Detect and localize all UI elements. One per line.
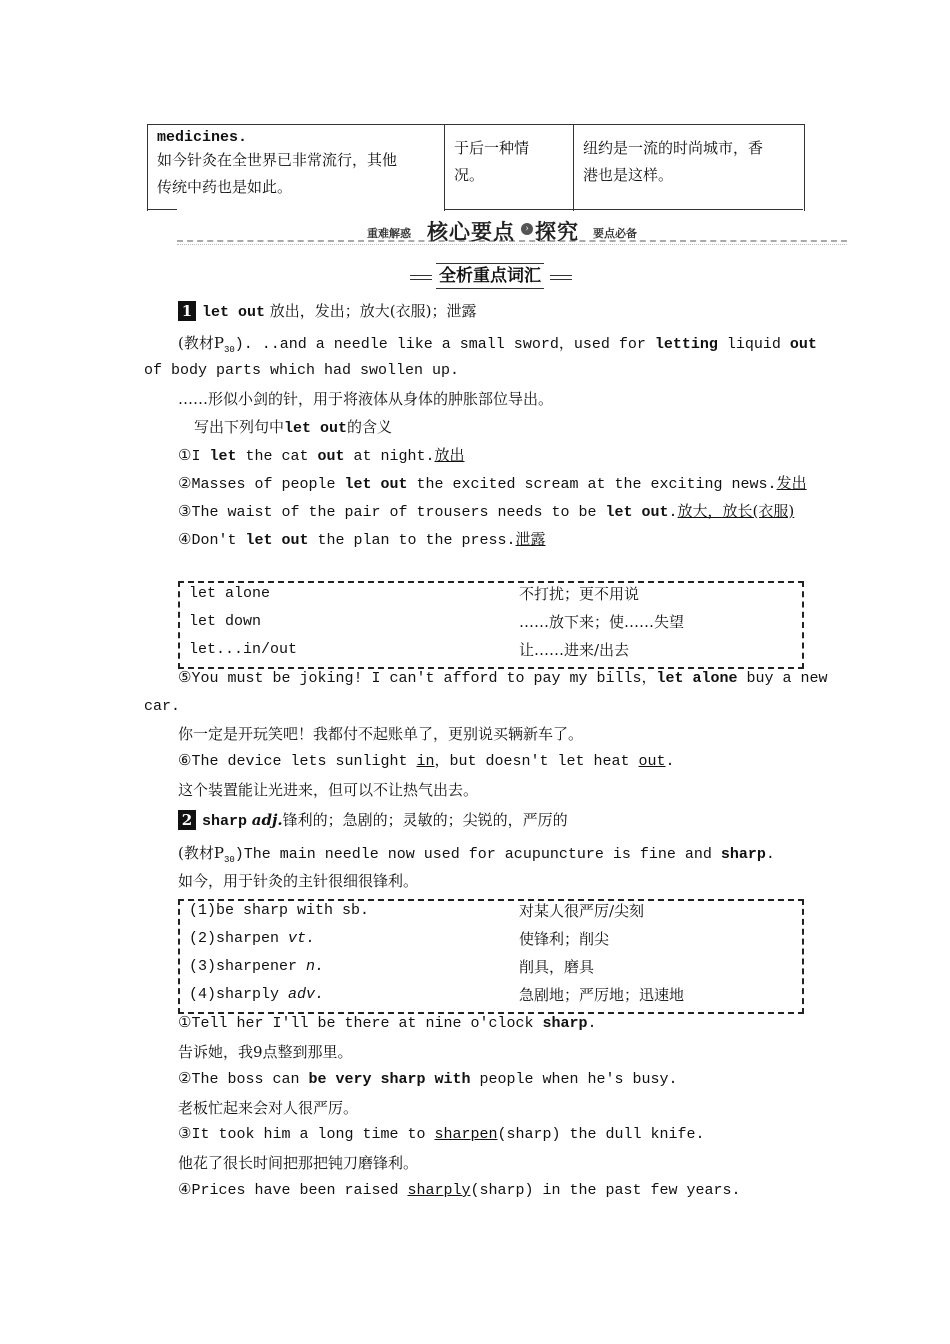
item1-example-5-zh: 你一定是开玩笑吧！我都付不起账单了，更别说买辆新车了。	[178, 725, 584, 743]
table-cell-text: 如今针灸在全世界已非常流行，其他	[157, 151, 398, 169]
table-border	[147, 209, 177, 210]
item-meaning: 锋利的；急剧的；灵敏的；尖锐的，严厉的	[282, 811, 568, 829]
text-segment: 写出下列句中	[194, 418, 285, 436]
phrase-pos: n.	[306, 958, 325, 975]
item1-translation: ……形似小剑的针，用于将液体从身体的肿胀部位导出。	[178, 390, 554, 408]
table-cell-text: 传统中药也是如此。	[157, 178, 293, 196]
item-pos: adj.	[251, 811, 283, 829]
text-segment: ②The boss can	[178, 1071, 309, 1088]
subheading-decoration	[410, 275, 432, 280]
textbook-page: 30	[223, 855, 235, 865]
item1-heading	[178, 301, 477, 323]
phrase-row	[189, 925, 799, 953]
keyword: let out	[245, 532, 309, 549]
item2-heading	[178, 810, 568, 832]
text-segment: (sharp) the dull knife.	[497, 1126, 705, 1143]
item1-textbook-line2: of body parts which had swollen up.	[144, 362, 460, 379]
banner-title-a: 核心要点	[427, 219, 515, 244]
item1-example-3	[178, 501, 794, 523]
phrase-zh: 不打扰；更不用说	[519, 585, 640, 603]
table-cell-text: 纽约是一流的时尚城市，香	[583, 139, 764, 157]
table-cell-1	[148, 125, 445, 211]
text-segment: at night.	[344, 448, 435, 465]
text-segment: the plan to the press.	[308, 532, 516, 549]
banner-left-label: 重难解惑	[367, 227, 411, 240]
textbook-ref: (教材P	[178, 844, 224, 862]
phrase-row	[189, 981, 799, 1009]
item1-example-1	[178, 445, 465, 467]
keyword: let alone	[656, 670, 738, 687]
keyword: let	[209, 448, 237, 465]
item2-example-4	[178, 1181, 741, 1201]
phrase-row	[189, 580, 799, 608]
phrase-row	[189, 636, 799, 664]
answer: 发出	[776, 474, 807, 492]
keyword: letting	[654, 336, 718, 353]
text-segment: buy a new	[737, 670, 828, 687]
phrase-row	[189, 897, 799, 925]
item-number-badge: 1	[178, 301, 196, 321]
text-segment: the excited scream at the exciting news.	[407, 476, 777, 493]
text-segment: the cat	[236, 448, 318, 465]
carryover-table	[147, 124, 805, 211]
phrase-en-text: (3)sharpener	[189, 958, 307, 975]
phrase-zh: ……放下来；使……失望	[519, 613, 685, 631]
phrase-zh: 急剧地；严厉地；迅速地	[519, 986, 685, 1004]
item2-example-3-zh: 他花了很长时间把那把钝刀磨锋利。	[178, 1154, 419, 1172]
text-segment: ⑥The device lets sunlight	[178, 753, 417, 770]
text-segment: ③It took him a long time to	[178, 1126, 435, 1143]
text-segment: .	[765, 846, 775, 863]
chevron-right-icon: ›	[521, 223, 533, 235]
item1-example-6	[178, 752, 675, 772]
keyword: out	[789, 336, 817, 353]
phrase-en	[189, 925, 315, 953]
answer: in	[416, 753, 435, 770]
text-segment: ④Prices have been raised	[178, 1182, 408, 1199]
text-segment: )The main needle now used for acupuncture is fine and	[234, 846, 721, 863]
answer: out	[638, 753, 666, 770]
phrase-pos: adv.	[288, 986, 325, 1003]
item2-example-1-zh: 告诉她，我9点整到那里。	[178, 1043, 353, 1061]
text-segment: .	[668, 504, 678, 521]
textbook-ref: (教材P	[178, 334, 224, 352]
keyword: let out	[605, 504, 669, 521]
item-word: let out	[202, 304, 266, 321]
keyword: out	[317, 448, 345, 465]
text-segment: people when he's busy.	[470, 1071, 678, 1088]
text-segment: .	[587, 1015, 597, 1032]
banner-title-b: 探究	[535, 219, 579, 244]
item1-task	[194, 417, 392, 439]
answer: sharpen	[434, 1126, 498, 1143]
text-segment: ). ..and a needle like a small sword，used for	[234, 336, 655, 353]
phrase-zh: 削具，磨具	[519, 958, 595, 976]
answer: sharply	[407, 1182, 471, 1199]
item1-example-4	[178, 529, 546, 551]
item1-example-5-cont: car.	[144, 698, 181, 715]
answer: 放出	[434, 446, 465, 464]
phrase-zh: 对某人很严厉/尖刻	[519, 902, 645, 920]
item2-textbook-line	[178, 843, 775, 870]
table-cell-2	[445, 125, 574, 211]
text-segment: ⑤You must be joking! I can't afford to pay my bills，	[178, 670, 657, 687]
item1-textbook-line	[178, 333, 817, 360]
text-segment: ③The waist of the pair of trousers needs to be	[178, 504, 606, 521]
phrase-en	[189, 897, 369, 925]
text-segment: .	[665, 753, 675, 770]
subheading-decoration	[550, 275, 572, 280]
text-segment: ②Masses of people	[178, 476, 345, 493]
phrase-zh: 使锋利；削尖	[519, 930, 610, 948]
item1-example-6-zh: 这个装置能让光进来，但可以不让热气出去。	[178, 781, 479, 799]
item2-example-2	[178, 1070, 678, 1090]
phrase-en-text: (4)sharply	[189, 986, 289, 1003]
table-cell-text: 港也是这样。	[583, 166, 674, 184]
phrase-zh: 让……进来/出去	[519, 641, 630, 659]
phrase-en	[189, 953, 324, 981]
item1-example-2	[178, 473, 807, 495]
section-banner	[177, 214, 847, 248]
phrase-en: let down	[189, 613, 262, 630]
phrase-row	[189, 953, 799, 981]
keyword: let out	[344, 476, 408, 493]
item2-example-1	[178, 1014, 597, 1034]
table-cell-3	[574, 125, 804, 211]
keyword: let out	[284, 420, 348, 437]
text-segment: ①Tell her I'll be there at nine o'clock	[178, 1015, 543, 1032]
item2-example-3	[178, 1125, 705, 1145]
item-meaning: 放出，发出；放大(衣服)；泄露	[265, 302, 477, 320]
item-word: sharp	[202, 813, 248, 830]
item2-example-2-zh: 老板忙起来会对人很严厉。	[178, 1099, 359, 1117]
phrase-en	[189, 981, 324, 1009]
banner-right-label: 要点必备	[593, 227, 637, 240]
keyword: sharp	[720, 846, 766, 863]
keyword: sharp	[542, 1015, 588, 1032]
text-segment: liquid	[717, 336, 790, 353]
phrase-en: let alone	[189, 585, 271, 602]
item2-translation: 如今，用于针灸的主针很细很锋利。	[178, 872, 419, 890]
table-cell-text: 于后一种情	[454, 139, 530, 157]
text-segment: (sharp) in the past few years.	[470, 1182, 741, 1199]
textbook-page: 30	[223, 345, 235, 355]
text-segment: ①I	[178, 448, 210, 465]
keyword: be very sharp with	[308, 1071, 471, 1088]
table-cell-text: medicines.	[157, 129, 248, 146]
table-cell-text: 况。	[454, 166, 485, 184]
item-number-badge: 2	[178, 810, 196, 830]
item1-example-5	[178, 669, 828, 689]
phrase-en-text: (2)sharpen	[189, 930, 289, 947]
item2-phrase-box	[178, 899, 804, 1014]
answer: 泄露	[515, 530, 546, 548]
text-segment: ，but doesn't let heat	[434, 753, 639, 770]
subheading-text: 全析重点词汇	[436, 263, 544, 289]
table-border	[444, 209, 803, 210]
phrase-en-text: (1)be sharp with sb.	[189, 902, 370, 919]
phrase-pos: vt.	[288, 930, 316, 947]
text-segment: ④Don't	[178, 532, 246, 549]
subheading	[410, 263, 572, 289]
answer: 放大，放长(衣服)	[677, 502, 795, 520]
phrase-row	[189, 608, 799, 636]
item1-phrase-box	[178, 581, 804, 669]
phrase-en: let...in/out	[189, 641, 298, 658]
text-segment: 的含义	[347, 418, 393, 436]
